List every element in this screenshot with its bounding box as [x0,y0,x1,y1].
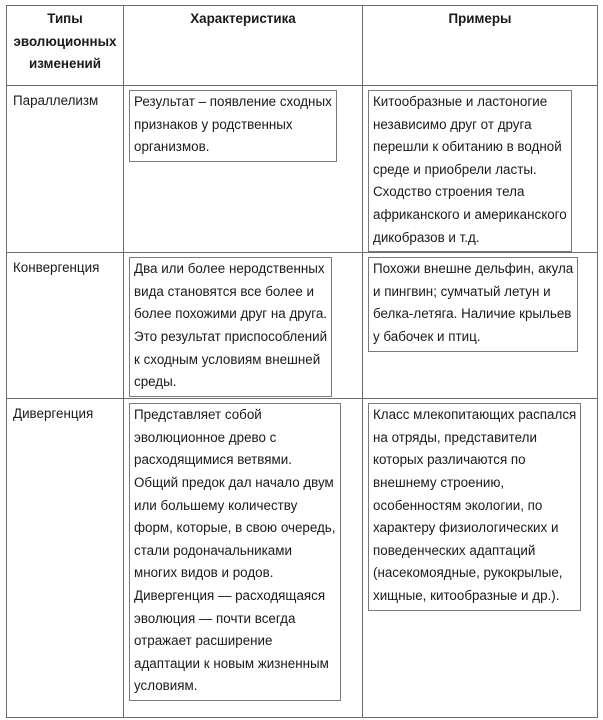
table-row-parallelism [7,86,598,253]
text-line: особенностям экологии, по [373,497,543,513]
text-line: вида становятся все более и [134,283,314,299]
characteristic-cell [124,399,363,718]
header-examples-label: Примеры [448,11,512,26]
text-line: и пингвин; сумчатый летун и [373,283,551,299]
text-line: стали родоначальниками [134,542,292,558]
text-line: Китообразные и ластоногие [373,94,548,109]
characteristic-box [129,90,337,162]
text-line: расходящимися ветвями. [134,452,292,468]
text-line: характеру физиологических и [373,520,559,536]
text-line: хищные, китообразные и др.). [373,587,560,603]
header-row [7,6,598,86]
type-cell [7,399,124,718]
type-cell [7,253,124,399]
characteristic-cell [124,86,363,253]
text-line: поведенческих адаптаций [373,542,536,558]
text-line: адаптации к новым жизненным [134,655,329,671]
text-line: Общий предок дал начало двум [134,474,334,490]
text-line: эволюционное древо с [134,429,277,445]
text-line: Сходство строения тела [373,184,525,200]
text-line: у бабочек и птиц. [373,328,481,344]
examples-cell [363,253,598,399]
header-types-line: изменений [29,56,101,72]
text-line: более похожими друг на друга. [134,306,328,322]
table-row-convergence [7,253,598,399]
text-line: организмов. [134,139,210,155]
text-line: многих видов и родов. [134,565,274,581]
text-line: белка-летяга. Наличие крыльев [373,306,572,322]
characteristic-box [129,257,332,397]
type-label: Дивергенция [13,406,94,422]
header-characteristic [124,6,363,86]
text-line: Дивергенция — расходящаяся [134,587,326,603]
text-line: на отряды, представители [373,429,537,445]
text-line: африканского и американского [373,206,567,222]
table-row-divergence [7,399,598,718]
examples-box [368,257,578,351]
examples-box [368,90,572,252]
text-line: Представляет собой [134,407,262,423]
characteristic-cell [124,253,363,399]
text-line: дикобразов и т.д. [373,229,480,245]
examples-cell [363,399,598,718]
text-line: Класс млекопитающих распался [373,407,577,423]
text-line: Два или более неродственных [134,261,325,277]
text-line: эволюция — почти всегда [134,610,296,626]
header-characteristic-label: Характеристика [190,11,296,26]
text-line: среды. [134,374,177,390]
text-line: (насекомоядные, рукокрылые, [373,565,563,581]
type-label: Параллелизм [13,93,99,108]
type-label: Конвергенция [13,260,100,276]
text-line: перешли к обитанию в водной [373,139,562,155]
header-types [7,6,124,86]
text-line: среде и приобрели ласты. [373,161,537,177]
header-types-line: эволюционных [13,33,117,49]
evolution-types-table [6,5,598,718]
examples-box [368,403,581,610]
text-line: признаков у родственных [134,116,293,132]
text-line: форм, которые, в свою очередь, [134,520,336,536]
text-line: Похожи внешне дельфин, акула [373,261,574,277]
examples-cell [363,86,598,253]
characteristic-box [129,403,341,701]
text-line: внешнему строению, [373,474,505,490]
header-types-line: Типы [47,11,83,26]
text-line: Результат – появление сходных [134,94,332,109]
header-examples [363,6,598,86]
text-line: которых различаются по [373,452,526,468]
type-cell [7,86,124,253]
text-line: или большему количеству [134,497,298,513]
text-line: к сходным условиям внешней [134,351,321,367]
text-line: Это результат приспособлений [134,328,328,344]
text-line: отражает расширение [134,633,273,649]
text-line: условиям. [134,678,198,694]
text-line: независимо друг от друга [373,116,532,132]
